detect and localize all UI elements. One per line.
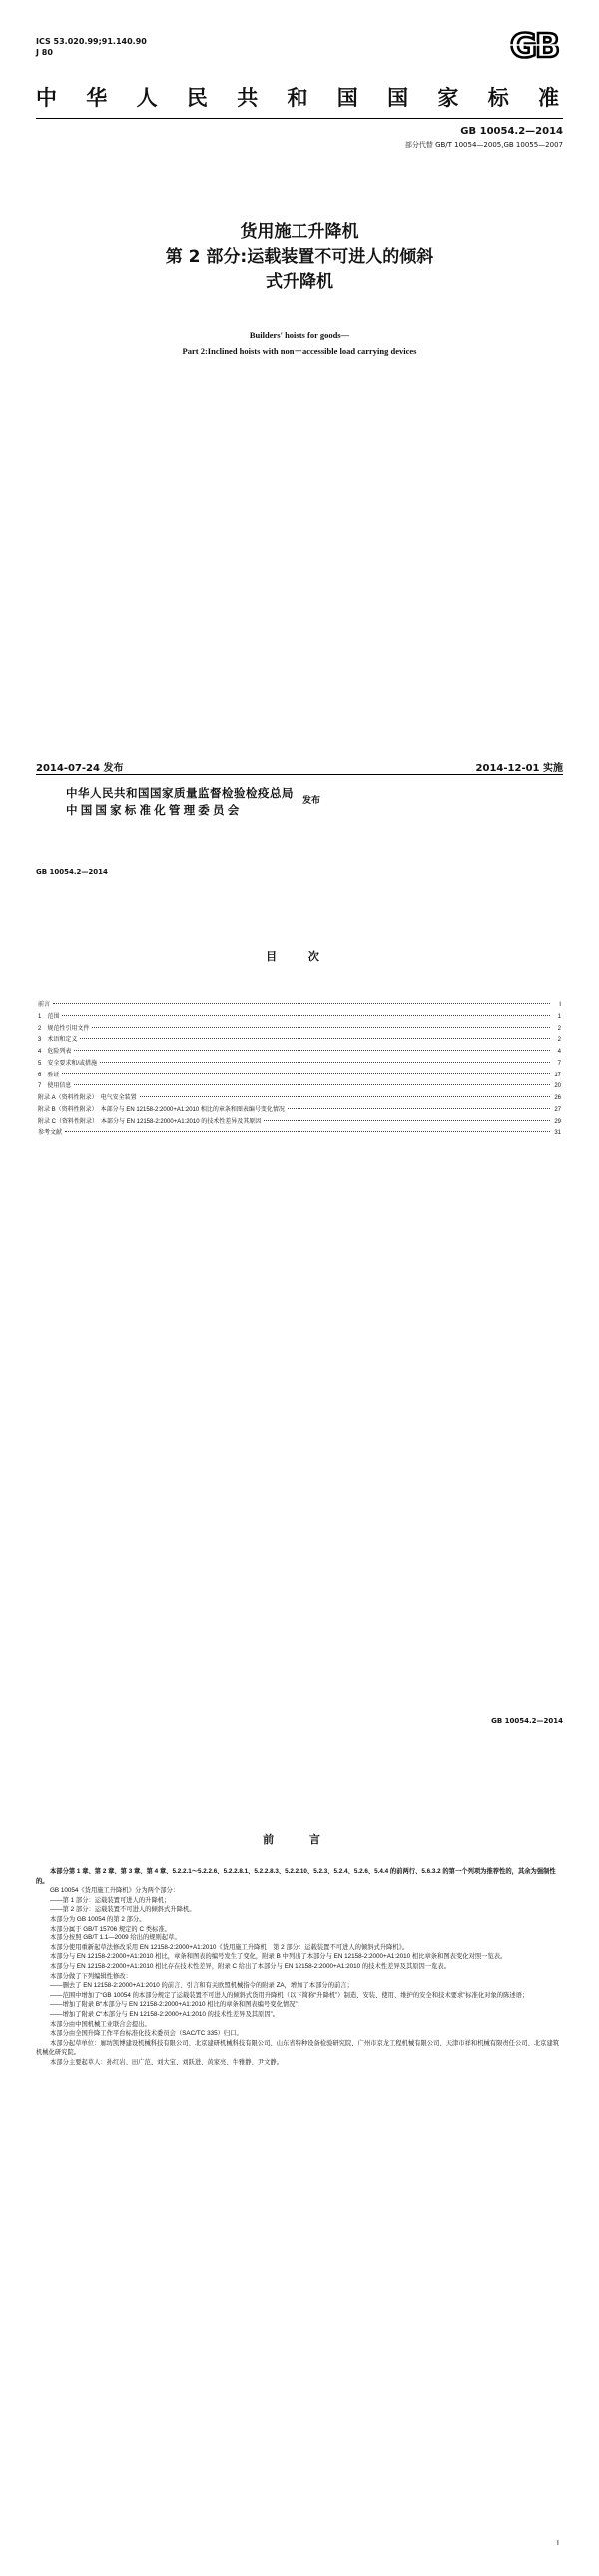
foreword-paragraph: 本部分做了下列编辑性修改：	[50, 1972, 132, 1980]
foreword-paragraph: 本部分由全国升降工作平台标准化技术委员会（SAC/TC 335）归口。	[50, 2030, 243, 2038]
contents-heading: 目 次	[266, 950, 333, 963]
page-number: Ⅰ	[556, 2539, 559, 2547]
toc-entry-page: 1	[557, 1013, 561, 1020]
toc-leader-dots	[74, 1050, 550, 1051]
toc-entry[interactable]	[38, 1046, 561, 1058]
cover-page	[0, 0, 599, 848]
toc-entry-page: 4	[557, 1049, 561, 1055]
gb-logo-mark	[504, 28, 564, 62]
toc-entry[interactable]	[38, 1092, 561, 1104]
toc-entry-page: Ⅰ	[559, 1002, 561, 1008]
foreword-paragraph: ——第 2 部分：运载装置不可进人的倾斜式升降机。	[50, 1906, 196, 1914]
foreword-body	[36, 1867, 563, 2067]
toc-entry-page: 26	[554, 1095, 561, 1101]
toc-entry-label: 附录 A（资料性附录） 电气安全装置	[38, 1095, 137, 1101]
implement-date: 2014-12-01 实施	[475, 763, 563, 774]
toc-leader-dots	[74, 1084, 550, 1085]
issuer-line: 中华人民共和国国家质量监督检验检疫总局	[66, 786, 294, 800]
foreword-page	[0, 1696, 599, 2576]
toc-entry[interactable]	[38, 1023, 561, 1035]
toc-leader-dots	[53, 1003, 550, 1004]
ics-code: ICS 53.020.99;91.140.90	[36, 37, 147, 46]
toc-leader-dots	[92, 1027, 550, 1028]
en-title-line: Part 2:Inclined hoists with non－accessible load carrying devices	[182, 346, 417, 356]
foreword-paragraph: ——增加了附录 C“本部分与 EN 12158-2:2000+A1:2010 的技术性差异及其原因”。	[50, 2010, 280, 2018]
issuer-line: 中国国家标准化管理委员会	[66, 803, 243, 817]
toc-leader-dots	[65, 1131, 550, 1132]
toc-entry-page: 27	[554, 1106, 561, 1113]
toc-leader-dots	[62, 1073, 550, 1074]
toc-leader-dots	[288, 1108, 550, 1109]
divider	[36, 118, 563, 119]
gb-logo	[504, 28, 564, 62]
contents-list	[38, 999, 561, 1139]
running-header: GB 10054.2—2014	[491, 1717, 563, 1725]
cn-title-line: 货用施工升降机	[240, 222, 359, 242]
issue-date: 2014-07-24 发布	[36, 763, 124, 774]
toc-entry[interactable]	[38, 1080, 561, 1092]
toc-entry-label: 参考文献	[38, 1130, 63, 1137]
foreword-paragraph: 本部分按照 GB/T 1.1—2009 给出的规则起草。	[50, 1934, 181, 1942]
toc-entry-label: 6 验证	[38, 1072, 60, 1078]
foreword-paragraph: 本部分使用重新起草法修改采用 EN 12158-2:2000+A1:2010《货用施工升降机 第 2 部分：运载装置不可进人的倾斜式升降机》。	[50, 1943, 409, 1951]
foreword-paragraph: ——删去了 EN 12158-2:2000+A1:2010 的前言、引言和有关欧盟机械指令的附录 ZA，增加了本部分的前言；	[50, 1982, 353, 1990]
toc-entry-label: 5 安全要求和/或措施	[38, 1060, 98, 1067]
toc-entry[interactable]	[38, 1127, 561, 1139]
foreword-heading: 前 言	[263, 1833, 336, 1846]
toc-entry-label: 7 使用信息	[38, 1083, 72, 1090]
cn-title-line: 第 2 部分:运载装置不可进人的倾斜	[165, 247, 434, 267]
standard-type-title: 中华人民共和国国家标准	[36, 86, 563, 110]
ccs-code: J 80	[36, 48, 53, 57]
foreword-paragraph: ——范围中增加了“GB 10054 的本部分规定了运载装置不可进人的倾斜式货用升降机（以下简称“升降机”）制造、安装、使用、维护的安全和技术要求”标准化对象的陈述语；	[50, 1991, 529, 1999]
en-title-line: Builders' hoists for goods—	[249, 330, 350, 340]
foreword-paragraph: 本部分属于 GB/T 15706 规定的 C 类标准。	[50, 1925, 171, 1932]
toc-leader-dots	[80, 1038, 550, 1039]
cn-title-line: 式升降机	[266, 272, 333, 292]
foreword-paragraph: 本部分为 GB 10054 的第 2 部分。	[50, 1915, 146, 1923]
toc-entry[interactable]	[38, 1011, 561, 1023]
toc-entry-page: 20	[554, 1083, 561, 1090]
toc-entry[interactable]	[38, 1070, 561, 1081]
standard-number: GB 10054.2—2014	[460, 126, 563, 137]
gb-logo-text: GB	[509, 28, 559, 62]
toc-entry-label: 3 术语和定义	[38, 1037, 78, 1044]
toc-entry-label: 前言	[38, 1002, 51, 1008]
foreword-paragraph: ——增加了附录 B“本部分与 EN 12158-2:2000+A1:2010 相比的章条和图表编号变化情况”；	[50, 2001, 303, 2009]
toc-entry-page: 2	[557, 1037, 561, 1044]
toc-entry[interactable]	[38, 1104, 561, 1116]
toc-entry-label: 2 规范性引用文件	[38, 1025, 90, 1032]
classification-codes	[36, 36, 147, 58]
foreword-paragraph: 本部分由中国机械工业联合会提出。	[50, 2020, 151, 2028]
toc-entry-label: 1 范围	[38, 1013, 60, 1020]
toc-entry-page: 7	[557, 1060, 561, 1067]
toc-entry-page: 2	[557, 1025, 561, 1032]
publish-label: 发布	[302, 796, 321, 806]
toc-entry[interactable]	[38, 1034, 561, 1046]
foreword-paragraph: 本部分起草单位：廊坊凯博建设机械科技有限公司、北京建研机械科技有限公司、山东省特种设备检验研究院、广州市京龙工程机械有限公司、天津市祥和机械有限责任公司、北京建筑机械化研究院。	[36, 2039, 560, 2057]
toc-leader-dots	[140, 1096, 550, 1097]
toc-leader-dots	[264, 1120, 550, 1121]
toc-entry[interactable]	[38, 999, 561, 1011]
divider	[36, 774, 563, 775]
toc-entry-label: 附录 B（资料性附录） 本部分与 EN 12158-2:2000+A1:2010 相比的章条和图表编号变化情况	[38, 1106, 285, 1113]
contents-page	[0, 848, 599, 1696]
foreword-paragraph: 本部分与 EN 12158-2:2000+A1:2010 相比存在技术性差异，附录 C 给出了本部分与 EN 12158-2:2000+A1:2010 的技术性差异及其原因一览表。	[50, 1962, 451, 1970]
replaces-note: 部分代替 GB/T 10054—2005,GB 10055—2007	[404, 141, 563, 149]
toc-entry-label: 4 危险列表	[38, 1049, 72, 1055]
foreword-paragraph: GB 10054《货用施工升降机》分为两个部分：	[50, 1887, 180, 1895]
toc-leader-dots	[62, 1015, 550, 1016]
foreword-paragraph: ——第 1 部分：运载装置可进人的升降机；	[50, 1896, 171, 1904]
toc-entry-page: 17	[554, 1072, 561, 1078]
toc-entry-label: 附录 C（资料性附录） 本部分与 EN 12158-2:2000+A1:2010 的技术性差异及其原因	[38, 1118, 262, 1125]
foreword-paragraph: 本部分与 EN 12158-2:2000+A1:2010 相比，章条和图表的编号发生了变化，附录 B 中列出了本部分与 EN 12158-2:2000+A1:2010 相比章条和图表变化对照一览表。	[50, 1953, 507, 1961]
toc-entry[interactable]	[38, 1116, 561, 1128]
running-header: GB 10054.2—2014	[36, 868, 108, 876]
toc-entry[interactable]	[38, 1058, 561, 1070]
foreword-paragraph: 本部分主要起草人：孙红岩、田广范、刘大宝、刘跃进、黄家亮、牛雅静、尹文静。	[50, 2058, 283, 2066]
toc-entry-page: 29	[554, 1118, 561, 1125]
toc-leader-dots	[100, 1062, 550, 1063]
foreword-paragraph: 本部分第 1 章、第 2 章、第 3 章、第 4 章、5.2.2.1～5.2.2.6、5.2.2.8.1、5.2.2.8.3、5.2.2.10、5.2.3、5.2.4、5.2.6、5.4.4 的前两行、5.6.3.2 的第一个列项为推荐性的，其余为强制性的。	[36, 1868, 556, 1885]
toc-entry-page: 31	[554, 1130, 561, 1137]
